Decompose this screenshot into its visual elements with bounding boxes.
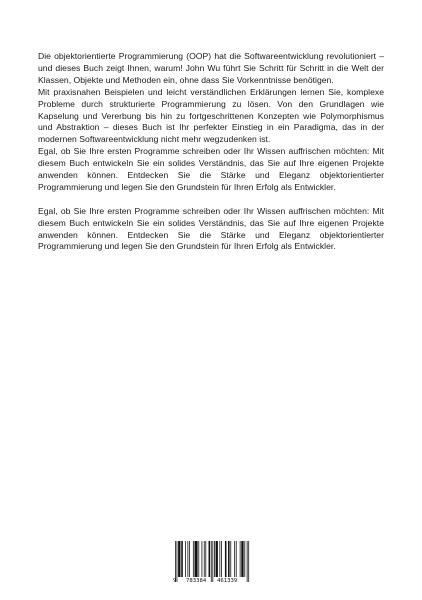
blurb-paragraph-1: Die objektorientierte Programmierung (OOP) hat die Softwareentwicklung revolutioniert – und dieses Buch zeigt Ihnen, warum! John Wu führt Sie Schritt für Schritt in die Welt der Klassen, Objekte und Methoden ein, ohne dass Sie Vorkenntnisse benötigen. — [38, 51, 384, 85]
barcode-lead-digit: 9 — [173, 578, 177, 584]
barcode-bar — [205, 541, 206, 577]
barcode-bar — [225, 541, 227, 577]
back-cover-blurb — [38, 51, 384, 253]
barcode-bar — [216, 541, 218, 577]
barcode-bars — [172, 541, 250, 585]
blurb-paragraph-2: Mit praxisnahen Beispielen und leicht verständlichen Erklärungen lernen Sie, komplexe Probleme durch strukturierte Programmierung zu lösen. Von den Grundlagen wie Kapselung und Vererbung bis hin zu fortgeschrittenen Konzepten wie Polymorphismus und Abstraktion – dieses Buch ist Ihr perfekter Einstieg in ein Paradigma, das in der modernen Softwareentwicklung nicht mehr wegzudenken ist. — [38, 86, 384, 145]
barcode-bar — [204, 541, 205, 577]
barcode-digits-group-1: 783384 — [186, 578, 207, 584]
barcode-bar — [221, 541, 222, 577]
barcode-bar — [202, 541, 203, 577]
barcode-bar — [236, 541, 237, 577]
barcode-bar — [228, 541, 230, 577]
barcode-bar — [195, 541, 198, 577]
blurb-paragraph-4: Egal, ob Sie Ihre ersten Programme schreiben oder Ihr Wissen auffrischen möchten: Mit diesem Buch entwickeln Sie ein solides Verständnis, das Sie auf Ihre eigenen Projekte anwenden können. Entdecken Sie die Stärke und Eleganz objektorientierter Programmierung und legen Sie den Grundstein für Ihren Erfolg als Entwickler. — [38, 205, 384, 252]
barcode-digits-group-2: 461339 — [217, 578, 238, 584]
barcode-guard-bar — [248, 541, 249, 582]
barcode-guard-bar — [212, 541, 213, 582]
barcode-bar — [240, 541, 241, 577]
barcode-bar — [214, 541, 215, 577]
barcode-bar — [198, 541, 199, 577]
barcode-guard-bar — [247, 541, 248, 582]
barcode-guard-bar — [211, 541, 212, 582]
barcode-bar — [244, 541, 245, 577]
blurb-paragraph-3: Egal, ob Sie Ihre ersten Programme schreiben oder Ihr Wissen auffrischen möchten: Mit diesem Buch entwickeln Sie ein solides Verständnis, das Sie auf Ihre eigenen Projekte anwenden können. Entdecken Sie die Stärke und Eleganz objektorientierter Programmierung und legen Sie den Grundstein für Ihren Erfolg als Entwickler. — [38, 146, 384, 192]
barcode-bar — [181, 541, 183, 577]
barcode-bar — [219, 541, 220, 577]
barcode-guard-bar — [177, 541, 178, 582]
barcode-bar — [185, 541, 186, 577]
barcode-bar — [230, 541, 231, 577]
barcode-bar — [187, 541, 188, 577]
isbn-barcode — [172, 541, 250, 591]
barcode-bar — [234, 541, 235, 577]
barcode-bar — [241, 541, 243, 577]
barcode-guard-bar — [175, 541, 176, 582]
barcode-bar — [189, 541, 190, 577]
barcode-bar — [178, 541, 180, 577]
barcode-bar — [193, 541, 194, 577]
barcode-bar — [209, 541, 211, 577]
